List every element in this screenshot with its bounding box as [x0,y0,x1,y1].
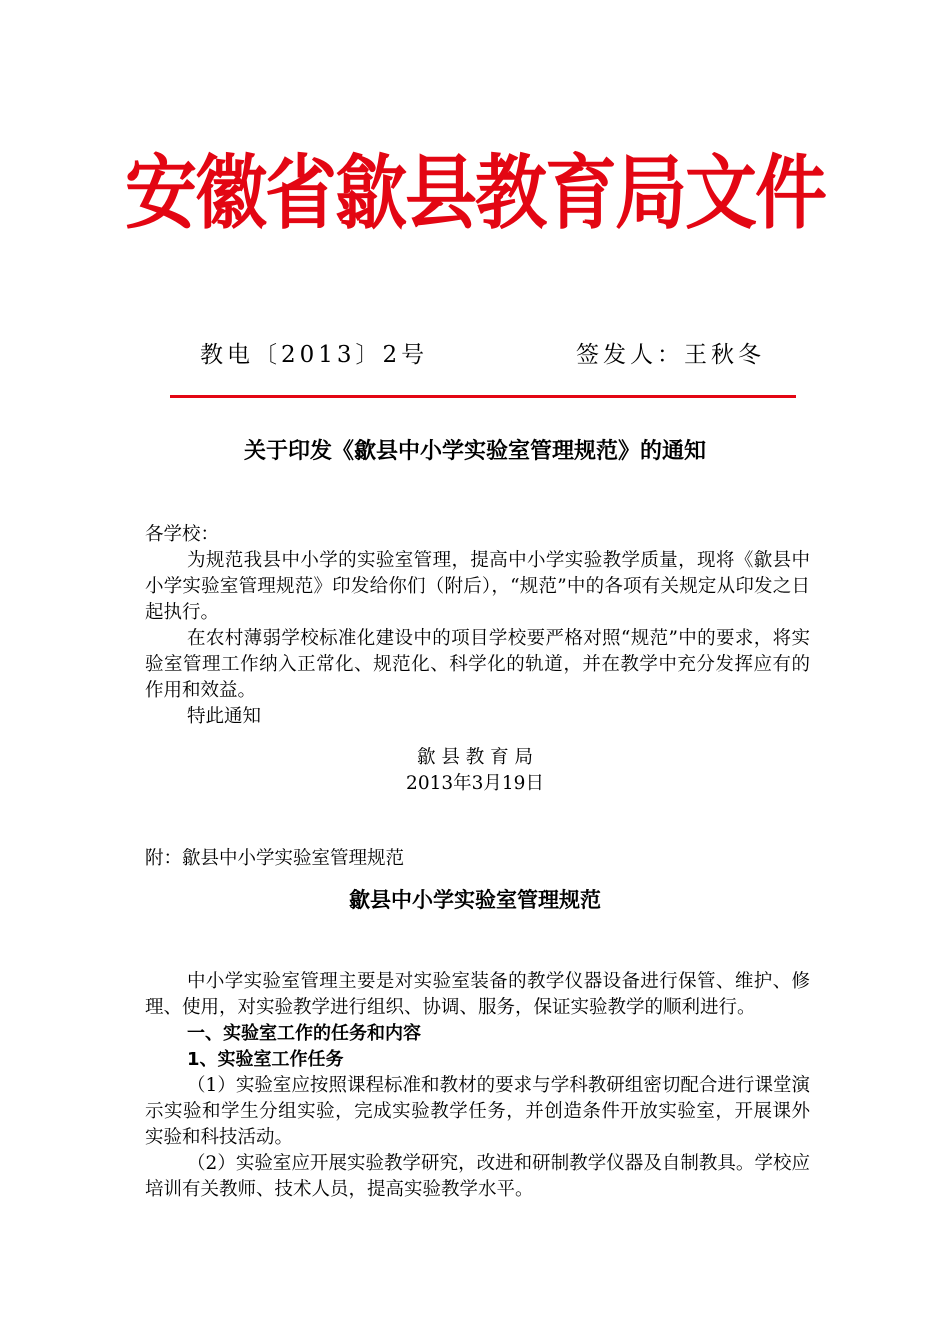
notice-closing: 特此通知 [187,706,262,727]
attachment-body [145,969,810,1203]
attachment-title: 歙县中小学实验室管理规范 [349,888,601,912]
section-heading-1: 一、实验室工作的任务和内容 [187,1023,421,1044]
issue-date: 2013年3月19日 [406,773,544,794]
item-2: （2）实验室应开展实验教学研究，改进和研制教学仪器及自制教具。学校应培训有关教师、技术人员，提高实验教学水平。 [145,1153,810,1200]
issuer-block [0,745,950,797]
attachment-label-block [145,846,810,872]
red-divider [170,395,796,398]
notice-body [145,522,810,730]
document-number: 教电〔2013〕2号 [200,342,429,368]
masthead-title: 安徽省歙县教育局文件 [124,145,825,240]
item-1: （1）实验室应按照课程标准和教材的要求与学科教研组密切配合进行课堂演示实验和学生分组实验，完成实验教学任务，并创造条件开放实验室，开展课外实验和科技活动。 [145,1075,810,1148]
attachment-label: 附：歙县中小学实验室管理规范 [145,848,405,869]
issuer: 歙 县 教 育 局 [416,747,534,768]
salutation: 各学校： [145,524,220,545]
signer: 签发人：王秋冬 [576,342,765,368]
notice-title: 关于印发《歙县中小学实验室管理规范》的通知 [243,439,706,464]
attachment-intro: 中小学实验室管理主要是对实验室装备的教学仪器设备进行保管、维护、修理、使用，对实验教学进行组织、协调、服务，保证实验教学的顺利进行。 [145,971,810,1018]
subsection-heading-1: 1、实验室工作任务 [187,1049,344,1070]
notice-paragraph-1: 为规范我县中小学的实验室管理，提高中小学实验教学质量，现将《歙县中小学实验室管理规范》印发给你们（附后），“规范”中的各项有关规定从印发之日起执行。 [145,550,810,623]
notice-paragraph-2: 在农村薄弱学校标准化建设中的项目学校要严格对照“规范”中的要求，将实验室管理工作纳入正常化、规范化、科学化的轨道，并在教学中充分发挥应有的作用和效益。 [145,628,810,701]
